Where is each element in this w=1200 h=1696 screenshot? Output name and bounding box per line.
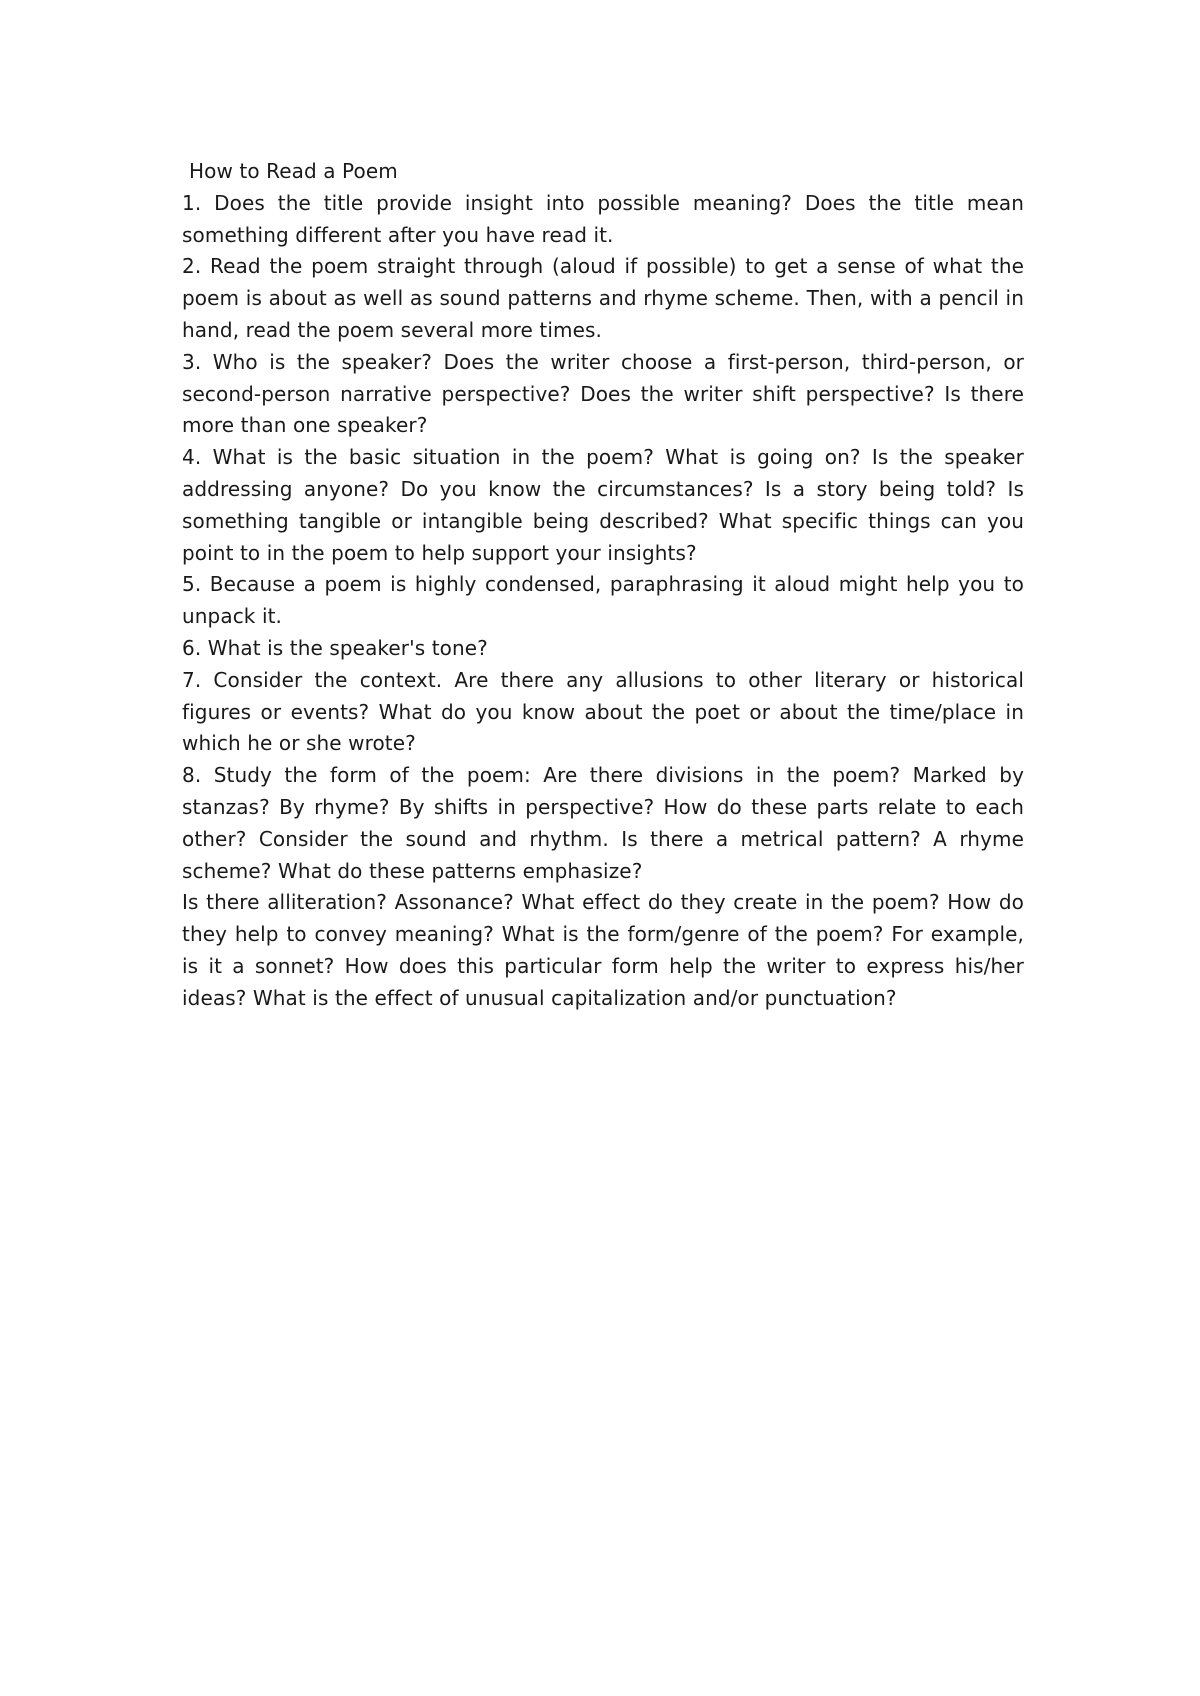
paragraph-7: 7. Consider the context. Are there any allusions to other literary or historical figures or events? What do you know about the poet or about the time/place in which he or she wrote? (182, 667, 1024, 756)
paragraph-8: 8. Study the form of the poem: Are there divisions in the poem? Marked by stanzas? By rhyme? By shifts in perspective? How do these parts relate to each other? Consider the sound and rhythm. Is there a metrical pattern? A rhyme scheme? What do these patterns emphasize? (182, 763, 1024, 883)
paragraph-6: 6. What is the speaker's tone? (182, 635, 488, 660)
paragraph-5: 5. Because a poem is highly condensed, paraphrasing it aloud might help you to unpack it. (182, 572, 1024, 629)
paragraph-2: 2. Read the poem straight through (aloud if possible) to get a sense of what the poem is about as well as sound patterns and rhyme scheme. Then, with a pencil in hand, read the poem several more times. (182, 254, 1024, 342)
document-title: How to Read a Poem (189, 159, 398, 183)
paragraph-4: 4. What is the basic situation in the poem? What is going on? Is the speaker addressing anyone? Do you know the circumstances? Is a story being told? Is something tangible or intangible being described? What specific things can you point to in the poem to help support your insights? (182, 445, 1024, 565)
document-body (182, 156, 1024, 1015)
paragraph-1: 1. Does the title provide insight into possible meaning? Does the title mean something different after you have read it. (182, 190, 1024, 247)
paragraph-9: Is there alliteration? Assonance? What effect do they create in the poem? How do they help to convey meaning? What is the form/genre of the poem? For example, is it a sonnet? How does this particular form help the writer to express his/her ideas? What is the effect of unusual capitalization and/or punctuation? (182, 890, 1024, 1010)
paragraph-3: 3. Who is the speaker? Does the writer choose a first-person, third-person, or second-person narrative perspective? Does the writer shift perspective? Is there more than one speaker? (182, 349, 1024, 438)
